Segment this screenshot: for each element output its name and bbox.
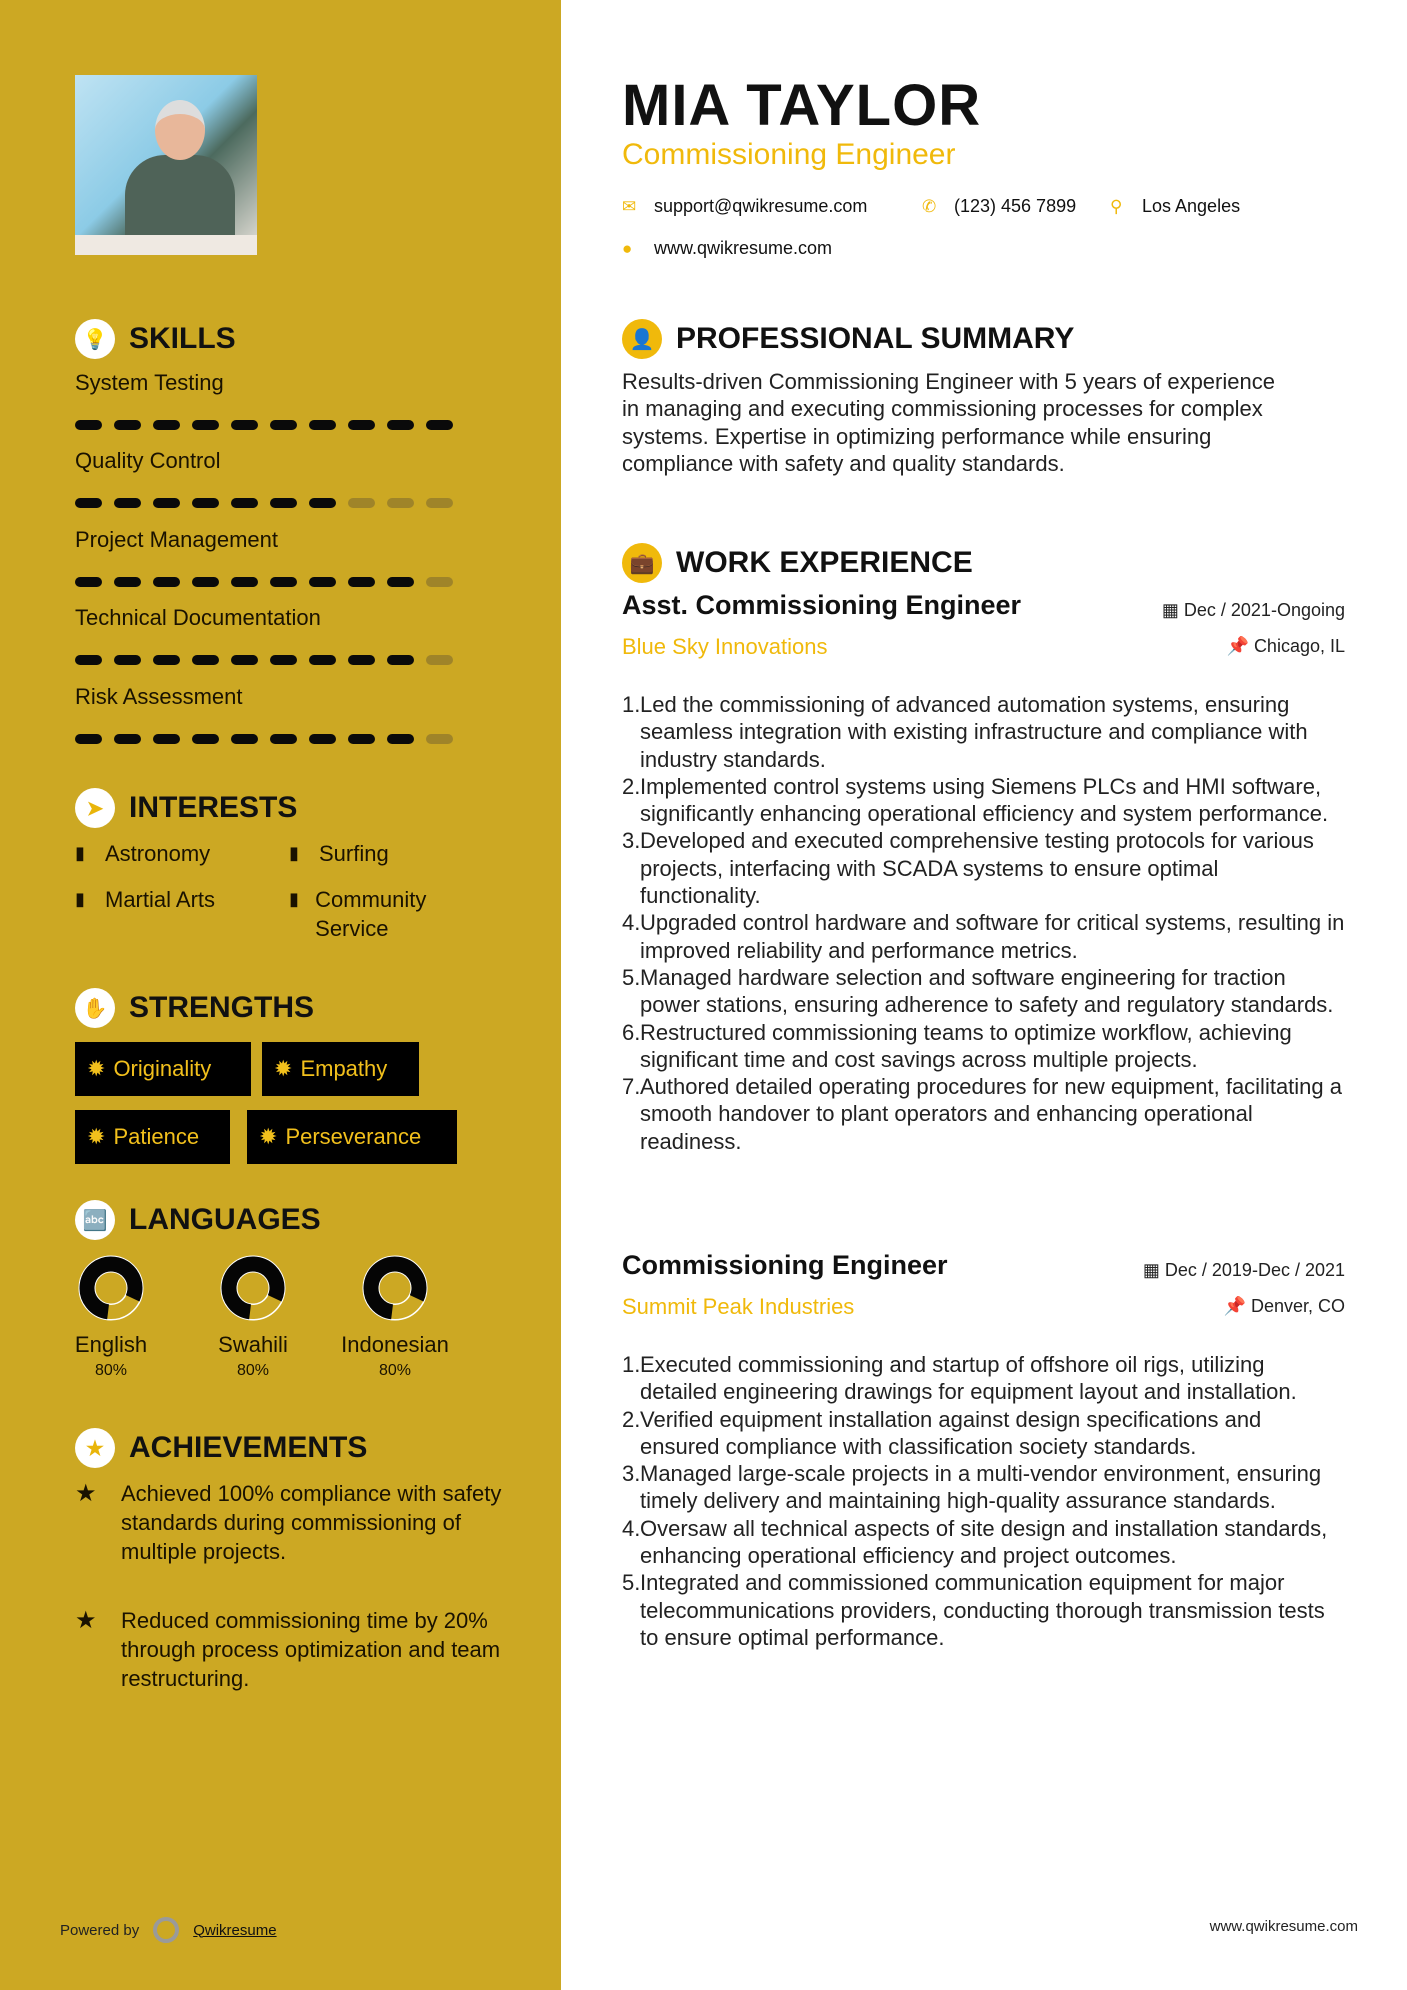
- book-icon: ▮: [289, 843, 299, 863]
- skill-level-bar: [75, 420, 453, 430]
- skill-dash: [309, 577, 336, 587]
- duty-text: Authored detailed operating procedures for new equipment, facilitating a smooth handover to plant operators and enhancing operational readiness.: [640, 1074, 1343, 1154]
- skill-dash: [270, 577, 297, 587]
- achievement-item: ★ Achieved 100% compliance with safety standards during commissioning of multiple projects.: [75, 1480, 502, 1564]
- duty-number: 2.: [622, 1406, 641, 1432]
- interest-item: ▮ Surfing: [289, 841, 389, 866]
- skill-dash: [153, 420, 180, 430]
- envelope-icon: ✉: [622, 196, 637, 216]
- skill-dash: [348, 734, 375, 744]
- duty-text: Executed commissioning and startup of offshore oil rigs, utilizing detailed engineering drawings for equipment layout and installation.: [640, 1352, 1297, 1405]
- candidate-name: MIA TAYLOR: [622, 73, 982, 138]
- skill-dash: [387, 498, 414, 508]
- job-location: [1224, 1296, 1345, 1317]
- translate-icon: 🔤: [75, 1200, 115, 1240]
- duty-item: [622, 1406, 1345, 1461]
- star-icon: ★: [75, 1428, 115, 1468]
- skill-dash: [270, 420, 297, 430]
- skill-dash: [114, 655, 141, 665]
- duty-text: Oversaw all technical aspects of site design and installation standards, enhancing operational efficiency and project outcomes.: [640, 1515, 1328, 1569]
- duty-number: 2.: [622, 773, 641, 799]
- language-item: [41, 1255, 181, 1380]
- strength-badge: ✹ Patience: [75, 1110, 230, 1164]
- duty-item: [622, 1515, 1345, 1570]
- pin-icon: 📌: [1223, 1296, 1251, 1316]
- briefcase-icon: 💼: [622, 543, 662, 583]
- duty-number: 4.: [622, 1515, 641, 1541]
- skill-dash: [270, 498, 297, 508]
- phone-icon: ✆: [922, 196, 937, 216]
- skill-label: System Testing: [75, 370, 224, 395]
- company-name: Summit Peak Industries: [622, 1294, 855, 1319]
- job-date: [1162, 600, 1345, 621]
- duties-list: [622, 1351, 1345, 1651]
- skill-dash: [387, 655, 414, 665]
- book-icon: ▮: [75, 843, 85, 863]
- skill-dash: [114, 734, 141, 744]
- duty-text: Upgraded control hardware and software for critical systems, resulting in improved reliability and performance metrics.: [640, 910, 1345, 963]
- strengths-heading: ✋ STRENGTHS: [75, 988, 314, 1028]
- skill-dash: [114, 498, 141, 508]
- language-name: English: [74, 1332, 148, 1357]
- language-donut: [362, 1255, 428, 1321]
- hand-icon: ✋: [75, 988, 115, 1028]
- skill-dash: [309, 734, 336, 744]
- duty-text: Restructured commissioning teams to optimize workflow, achieving significant time and cost savings across multiple projects.: [640, 1019, 1292, 1072]
- contact-website: ● www.qwikresume.com: [622, 238, 833, 258]
- book-icon: ▮: [75, 889, 85, 909]
- skill-dash: [231, 577, 258, 587]
- contact-email: ✉ support@qwikresume.com: [622, 196, 868, 216]
- sidebar: [0, 0, 561, 1990]
- skill-dash: [75, 734, 102, 744]
- language-donut: [78, 1255, 144, 1321]
- skill-dash: [348, 420, 375, 430]
- calendar-icon: ▦: [1161, 600, 1184, 620]
- job-location: [1227, 636, 1345, 657]
- duty-item: [622, 1460, 1345, 1515]
- language-percent: 80%: [94, 1362, 128, 1379]
- skill-dash: [114, 420, 141, 430]
- skill-dash: [75, 420, 102, 430]
- strength-badge: ✹ Empathy: [262, 1042, 419, 1096]
- skill-dash: [387, 577, 414, 587]
- duty-number: 6.: [622, 1019, 641, 1045]
- skill-dash: [153, 655, 180, 665]
- qwikresume-link[interactable]: Qwikresume: [193, 1921, 277, 1939]
- achievements-heading: ★ ACHIEVEMENTS: [75, 1428, 367, 1468]
- duty-text: Implemented control systems using Siemens PLCs and HMI software, significantly enhancing operational efficiency and system performance.: [640, 773, 1329, 827]
- skill-dash: [270, 734, 297, 744]
- interest-item: ▮ Community Service: [289, 887, 427, 941]
- skill-dash: [309, 655, 336, 665]
- interest-item: ▮ Martial Arts: [75, 887, 216, 912]
- duty-item: [622, 827, 1345, 909]
- skill-dash: [387, 420, 414, 430]
- duty-text: Integrated and commissioned communication equipment for major telecommunications providers, conducting thorough transmission tests to ensure optimal performance.: [640, 1570, 1325, 1650]
- contact-location: ⚲ Los Angeles: [1110, 196, 1241, 216]
- job-date-text: Dec / 2019-Dec / 2021: [1164, 1260, 1345, 1280]
- skill-dash: [231, 655, 258, 665]
- skill-dash: [426, 420, 453, 430]
- summary-heading: 👤 PROFESSIONAL SUMMARY: [622, 319, 1074, 359]
- user-icon: 👤: [622, 319, 662, 359]
- strength-badge: ✹ Originality: [75, 1042, 251, 1096]
- skill-dash: [309, 420, 336, 430]
- duty-text: Developed and executed comprehensive testing protocols for various projects, interfacing with SCADA systems to ensure optimal functionality.: [640, 828, 1314, 909]
- skill-dash: [309, 498, 336, 508]
- calendar-icon: ▦: [1142, 1260, 1165, 1280]
- interest-item: ▮ Astronomy: [75, 841, 211, 866]
- skill-dash: [153, 734, 180, 744]
- skill-dash: [426, 498, 453, 508]
- duty-text: Managed hardware selection and software engineering for traction power stations, ensuring adherence to safety and regulatory standards.: [640, 964, 1334, 1018]
- book-icon: ▮: [289, 889, 299, 909]
- skill-label: Quality Control: [75, 448, 221, 473]
- skill-dash: [387, 734, 414, 744]
- sun-icon: ✹: [259, 1124, 278, 1149]
- powered-by: Powered by Qwikresume: [60, 1917, 277, 1943]
- skill-label: Technical Documentation: [75, 605, 321, 630]
- duty-item: [622, 1569, 1345, 1651]
- job-date-text: Dec / 2021-Ongoing: [1183, 600, 1345, 620]
- skill-dash: [153, 498, 180, 508]
- skills-heading: 💡 SKILLS: [75, 319, 236, 359]
- star-icon: ★: [75, 1607, 97, 1634]
- duty-text: Led the commissioning of advanced automation systems, ensuring seamless integration with existing infrastructure and compliance with industry standards.: [640, 692, 1308, 772]
- skill-dash: [348, 577, 375, 587]
- experience-heading: 💼 WORK EXPERIENCE: [622, 543, 973, 583]
- skill-dash: [192, 498, 219, 508]
- paper-plane-icon: ➤: [75, 788, 115, 828]
- globe-icon: ●: [622, 238, 633, 258]
- qwikresume-logo-icon: [153, 1917, 179, 1943]
- skill-dash: [426, 577, 453, 587]
- skill-dash: [192, 420, 219, 430]
- language-item: [325, 1255, 465, 1380]
- strength-badge: ✹ Perseverance: [247, 1110, 457, 1164]
- languages-heading: 🔤 LANGUAGES: [75, 1200, 321, 1240]
- skill-dash: [192, 577, 219, 587]
- duty-item: [622, 909, 1345, 964]
- duty-item: [622, 691, 1345, 773]
- skill-dash: [231, 734, 258, 744]
- lightbulb-icon: 💡: [75, 319, 115, 359]
- skill-level-bar: [75, 577, 453, 587]
- skill-level-bar: [75, 498, 453, 508]
- duty-item: [622, 964, 1345, 1019]
- sun-icon: ✹: [274, 1056, 293, 1081]
- duty-number: 3.: [622, 828, 641, 854]
- skill-dash: [231, 420, 258, 430]
- duty-number: 4.: [622, 910, 641, 936]
- duty-number: 1.: [622, 692, 641, 717]
- language-item: [183, 1255, 323, 1380]
- skill-label: Risk Assessment: [75, 684, 243, 709]
- job-title: Commissioning Engineer: [622, 1250, 948, 1280]
- duty-number: 1.: [622, 1352, 641, 1377]
- skill-dash: [192, 655, 219, 665]
- job-location-text: Chicago, IL: [1253, 636, 1345, 656]
- skill-dash: [426, 734, 453, 744]
- interests-heading: ➤ INTERESTS: [75, 788, 297, 828]
- skill-dash: [348, 498, 375, 508]
- duty-text: Managed large-scale projects in a multi-vendor environment, ensuring timely delivery and maintaining high-quality assurance standards.: [640, 1461, 1322, 1514]
- star-icon: ★: [75, 1480, 97, 1507]
- skill-dash: [192, 734, 219, 744]
- sun-icon: ✹: [87, 1056, 106, 1081]
- skill-dash: [75, 577, 102, 587]
- skill-dash: [231, 498, 258, 508]
- job-date: [1143, 1260, 1345, 1281]
- skill-dash: [114, 577, 141, 587]
- candidate-title: Commissioning Engineer: [622, 138, 956, 171]
- job-location-text: Denver, CO: [1250, 1296, 1345, 1316]
- duty-item: [622, 1351, 1345, 1406]
- duty-item: [622, 773, 1345, 828]
- duty-item: [622, 1019, 1345, 1074]
- skill-level-bar: [75, 734, 453, 744]
- language-percent: 80%: [378, 1362, 412, 1379]
- duties-list: [622, 691, 1345, 1155]
- duty-number: 5.: [622, 1570, 641, 1596]
- language-name: Indonesian: [341, 1332, 449, 1357]
- achievement-item: ★ Reduced commissioning time by 20% through process optimization and team restructuring.: [75, 1607, 501, 1691]
- profile-photo: [75, 75, 257, 255]
- language-donut: [220, 1255, 286, 1321]
- pin-icon: 📌: [1226, 636, 1254, 656]
- skill-level-bar: [75, 655, 453, 665]
- duty-item: [622, 1073, 1345, 1155]
- duty-number: 7.: [622, 1074, 641, 1100]
- skill-dash: [75, 655, 102, 665]
- summary-text: Results-driven Commissioning Engineer with 5 years of experience in managing and executing commissioning processes for complex systems. Expertise in optimizing performance while ensuring compliance with safety and quality standards.: [622, 369, 1275, 476]
- duty-number: 3.: [622, 1461, 641, 1487]
- map-pin-icon: ⚲: [1110, 196, 1123, 216]
- skill-dash: [153, 577, 180, 587]
- job-title: Asst. Commissioning Engineer: [622, 590, 1022, 620]
- skill-dash: [426, 655, 453, 665]
- duty-number: 5.: [622, 964, 641, 990]
- skill-label: Project Management: [75, 527, 278, 552]
- footer-website[interactable]: www.qwikresume.com: [1209, 1918, 1358, 1935]
- company-name: Blue Sky Innovations: [622, 634, 828, 659]
- skill-dash: [348, 655, 375, 665]
- skill-dash: [75, 498, 102, 508]
- skill-dash: [270, 655, 297, 665]
- duty-text: Verified equipment installation against design specifications and ensured compliance with classification society standards.: [640, 1406, 1262, 1459]
- language-name: Swahili: [218, 1332, 288, 1357]
- contact-phone: ✆ (123) 456 7899: [922, 196, 1077, 216]
- language-percent: 80%: [236, 1362, 270, 1379]
- sun-icon: ✹: [87, 1124, 106, 1149]
